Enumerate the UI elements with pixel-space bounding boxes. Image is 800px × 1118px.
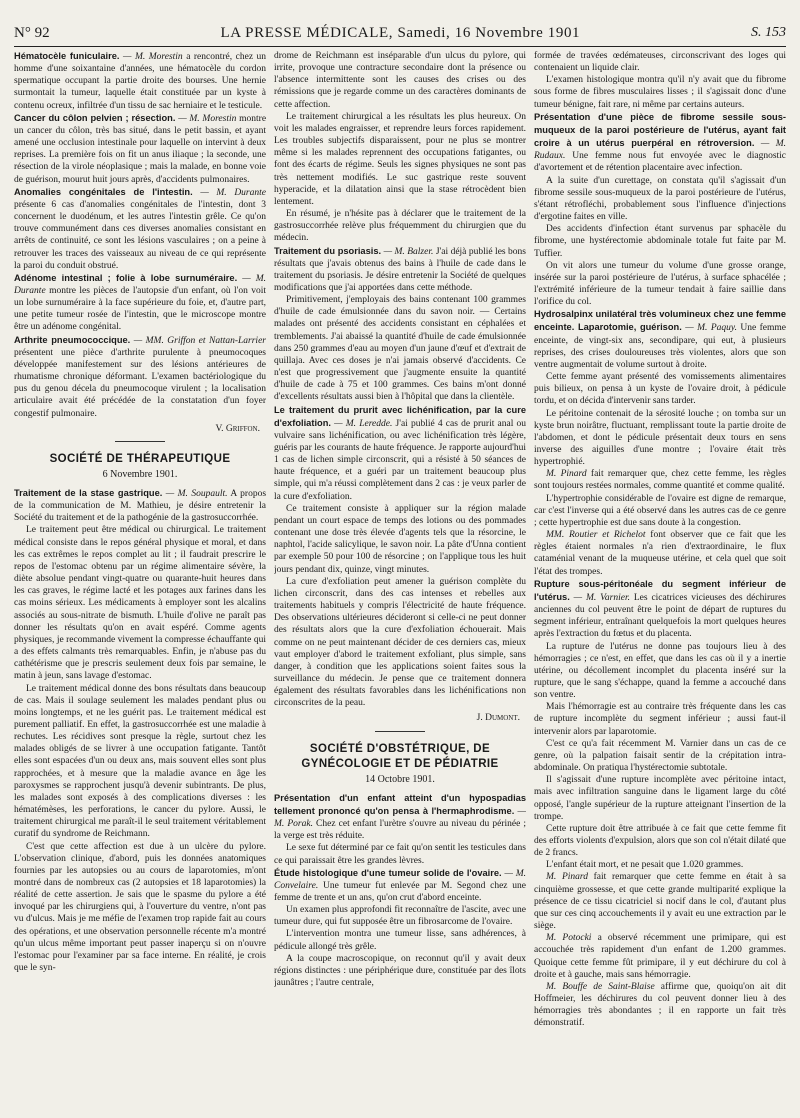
article-author: — M. Durante (200, 187, 266, 198)
article-text: présentent une pièce d'arthrite purulente à pneumocoques développée manifestement sur des lésions antérieures de rhumatisme chronique déformant. L'examen bactériologique du pus du genou décela du pneumocoque virulent ; la localisation articulaire avait été précédée de la constatation d'un foyer congestif pulmonaire. (14, 347, 266, 419)
article-title: Cancer du côlon pelvien ; résection. (14, 112, 176, 123)
speaker-name: M. Bouffe de Saint-Blaise (546, 981, 655, 992)
section-title: SOCIÉTÉ D'OBSTÉTRIQUE, DE GYNÉCOLOGIE ET DE PÉDIATRIE (301, 742, 499, 770)
article-text: Une femme nous fut envoyée avec le diagnostic d'avortement et de rétention placentaire avec infection. (534, 151, 786, 174)
article-text: A propos de la communication de M. Mathieu, je désire entretenir la Société du traitement et de la pathogénie de la gastrosuccorrhée. (14, 489, 266, 524)
article-text: Les cicatrices vicieuses des déchirures anciennes du col peuvent être le point de départ de ruptures du segment inférieur, entraînant quelquefois la mort quelques heures après l'extraction du fœtus et du placenta. (534, 592, 786, 640)
article-author: — M. Rudaux. (534, 139, 786, 162)
paragraph-text: affirme que, quoiqu'on ait dit Hoffmeier, les déchirures du col peuvent donner lieu à des hémorragies très abondantes ; il en rapporte un fait très démonstratif. (534, 981, 786, 1029)
article (14, 487, 266, 524)
article (274, 792, 526, 843)
article (274, 404, 526, 503)
paragraph: L'examen histologique montra qu'il n'y avait que du fibrome sous forme de fibres musculaires lisses ; il s'agissait donc d'une tumeur bénigne, fait rare, ni même par certains auteurs. (534, 75, 786, 110)
article-title: Rupture sous-péritonéale du segment inférieur de l'utérus. (534, 578, 786, 602)
article-author: — M. Convelaire. (274, 868, 526, 891)
paragraph: Ce traitement consiste à appliquer sur la région malade pendant un court espace de temps des lotions ou des pommades contenant une dose très élevée d'agents tels que la résorcine, le naphtol, l'acide salicylique, le savon noir. La pâte d'Unna contient par exemple 50 pour 100 de résorcine ; on l'applique tous les huit jours pendant dix, quinze, vingt minutes. (274, 503, 526, 575)
paragraph: Le péritoine contenait de la sérosité louche ; on tomba sur un kyste brun noirâtre, fluctuant, remplissant toute la partie droite de l'abdomen, et dont le pédicule présentait deux tours en sens inverse des aiguilles d'une montre ; l'ovaire était très hypertrophié. (534, 408, 786, 468)
article-text: Une femme enceinte, de vingt-six ans, secondipare, qui eut, à plusieurs reprises, des crises douloureuses très violentes, alors que son ventre augmentait de volume surtout à droite. (534, 323, 786, 370)
article-author: — MM. Griffon et Nattan-Larrier (133, 335, 266, 346)
issue-number: N° 92 (14, 24, 50, 41)
paragraph-text: fait remarquer que, chez cette femme, les règles sont toujours restées normales, comme quantité et comme qualité. (534, 469, 786, 492)
columns (14, 50, 786, 1112)
article (534, 111, 786, 175)
section-date: 6 Novembre 1901. (102, 468, 178, 480)
article-title: Traitement du psoriasis. (274, 245, 382, 256)
article-text: J'ai publié 4 cas de prurit anal ou vulvaire sans lichénification, ou avec lichénification très légère, guéris par les courants de haute fréquence. Je rapporte aujourd'hui 1 cas de lichen simple circonscrit, qui a résisté à 50 séances de haute fréquence, et a guéri par un traitement beaucoup plus simple, qui m'a réussi complètement dans 2 cas : je veux parler de la cure d'exfoliation. (274, 418, 526, 502)
article-text: J'ai déjà publié les bons résultats que j'avais obtenus des bains à l'huile de cade dans le traitement du psoriasis. Je désire entretenir la Société de quelques modifications que j'ai apportées dans cette méthode. (274, 246, 526, 293)
section-date: 14 Octobre 1901. (365, 773, 435, 785)
paragraph: Mais l'hémorragie est au contraire très fréquente dans les cas de rupture incomplète du segment inférieur ; aussi faut-il intervenir alors par laparotomie. (534, 702, 786, 737)
section-title: SOCIÉTÉ DE THÉRAPEUTIQUE (49, 452, 231, 465)
article (534, 578, 786, 641)
article-author: — M. Morestin (123, 52, 183, 62)
article-author: — M. Porak. (274, 806, 526, 830)
article (14, 186, 266, 272)
article-author: — M. Soupault. (165, 489, 228, 499)
article-title: Traitement de la stase gastrique. (14, 488, 163, 498)
separator-rule (375, 731, 425, 732)
article (274, 867, 526, 904)
paragraph: On vit alors une tumeur du volume d'une grosse orange, insérée sur la paroi postérieure de l'utérus, à surface sphacélée ; l'extrémité inférieure de la tumeur tendait à faire saillie dans l'orifice du col. (534, 260, 786, 308)
paragraph: formée de travées œdémateuses, circonscrivant des loges qui contenaient un liquide clair. (534, 51, 786, 74)
article-text: a rencontré, chez un homme d'une soixantaine d'années, une hématocèle du cordon spermatique occupant la partie droite des bourses. Une hernie surmontait la tumeur, laquelle était constituée par un kyste à contenu ocreux, infiltrée d'un tissu de sac herniaire et le testicule. (14, 52, 266, 111)
article-text: Une tumeur fut enlevée par M. Segond chez une femme de trente et un ans, qu'on crut d'abord enceinte. (274, 880, 526, 903)
article-title: Étude histologique d'une tumeur solide de l'ovaire. (274, 867, 502, 878)
paragraph: Il s'agissait d'une rupture incomplète avec péritoine intact, mais avec infiltration sanguine dans le ligament large du côté opposé, l'angle supérieur de la rupture atteignant l'insertion de la trompe. (534, 775, 786, 822)
paragraph: Le traitement chirurgical a les résultats les plus heureux. On voit les malades engraisser, et reprendre leurs forces rapidement. Les troubles subjectifs disparaissent, pour ne plus se montrer même si les malades reprennent des occupations fatigantes, ou font des écarts de régime. Seuls les signes physiques ne sont pas très nettement modifiés. Le suc gastrique reste souvent hyperacide, et la dilatation ainsi que la stase rétrocèdent bien lentement. (274, 111, 526, 207)
paragraph (534, 981, 786, 1030)
paragraph: drome de Reichmann est inséparable d'un ulcus du pylore, qui irrite, provoque une contracture secondaire dont la présence ou l'absence intermittente sont les causes des crises ou des rémissions que je regarde comme un des caractères dominants de cette affection. (274, 51, 526, 110)
paragraph: Primitivement, j'employais des bains contenant 100 grammes d'huile de cade émulsionnée dans du savon noir. — Certains malades ont présenté des accidents consistant en céphalées et tremblements. J'ai abaissé la quantité d'huile de cade émulsionnée dans 250 grammes d'eau au moyen d'un jaune d'œuf et d'extrait de quillaja. Avec ces doses je n'ai jamais observé d'accidents. Ce n'est que progressivement que j'augmente ensuite la quantité d'huile de cade à 75 et 100 grammes. Ces bains m'ont donné d'excellents résultats aussi bien à l'hôpital que dans la clientèle. (274, 295, 526, 403)
paragraph: La cure d'exfoliation peut amener la guérison complète du lichen circonscrit, dans des cas intenses et rebelles aux traitements habituels y compris l'électricité de haute fréquence. Des observations ultérieures décideront si celle-ci ne peut donner des résultats alors que la cure d'exfoliation échouerait. Mais comme on ne peut maintenant décider de ces derniers cas, mieux vaut employer d'abord le traitement exfoliant, plus simple, sans danger, à condition que les applications soient faites sous la surveillance du médecin. Je pense que ce traitement donnera également des résultats favorables dans les lichénifications non circonscrites de la peau. (274, 576, 526, 709)
article-text: montre les pièces de l'autopsie d'un enfant, où l'on voit un lobe surnuméraire à la face supérieure du foie, et, d'autre part, une petite tumeur rosée de l'intestin, que le microscope montre être un adénome congénital. (14, 285, 266, 333)
signature: V. Griffon. (215, 423, 260, 434)
page-number: S. 153 (751, 25, 786, 40)
article-text: Chez cet enfant l'urètre s'ouvre au niveau du périnée ; la verge est très réduite. (274, 819, 526, 842)
column-1 (14, 50, 266, 1112)
paragraph: En résumé, je n'hésite pas à déclarer que le traitement de la gastrosuccorrhée relève plus fréquemment du chirurgien que du médecin. (274, 209, 526, 244)
paragraph: Le traitement peut être médical ou chirurgical. Le traitement médical consiste dans le repos général physique et moral, et dans les cas extrêmes le repos complet au lit ; il faudrait prescrire le repos de l'estomac obtenu par un régime alimentaire sévère, la diète absolue pendant vingt-quatre ou quarante-huit heures dans les cas graves, le régime lacté et les potages aux farines dans les cas moins sérieux. Les médicaments à employer sont les alcalins associés au sous-nitrate de bismuth. L'huile d'olive ne paraît pas donner les résultats qu'on en avait espéré. Comme agents physiques, je recommande vivement la compresse échauffante qui a des effets calmants très remarquables. Enfin, je n'abuse pas du cathétérisme que je prescris seulement deux fois par semaine, le matin à jeun, sans lavage d'estomac. (14, 525, 266, 682)
paragraph: Cette rupture doit être attribuée à ce fait que cette femme fit des efforts violents d'expulsion, alors que son col n'était dilaté que de 2 francs. (534, 823, 786, 859)
paragraph: L'enfant était mort, et ne pesait que 1.020 grammes. (546, 860, 744, 871)
paragraph (534, 529, 786, 578)
column-3 (534, 50, 786, 1112)
paragraph (534, 871, 786, 932)
speaker-name: M. Potocki (546, 933, 592, 944)
speaker-name: M. Pinard (546, 872, 588, 883)
article-author: — M. Paquy. (685, 323, 737, 334)
journal-title: LA PRESSE MÉDICALE, Samedi, 16 Novembre 1901 (220, 24, 581, 41)
signature: J. Dumont. (476, 713, 520, 724)
article-title: Présentation d'une pièce de fibrome sessile sous-muqueux de la paroi postérieure de l'utérus, ayant fait croire à un utérus puerpéral en rétroversion. (534, 111, 786, 149)
article (274, 245, 526, 295)
paragraph (534, 468, 786, 492)
speaker-name: M. Pinard (546, 469, 587, 480)
article (14, 272, 266, 334)
paragraph: Cette femme ayant présenté des vomissements alimentaires puis bilieux, on pensa à un kyste de l'ovaire droit, à pédicule tordu, et on décida d'intervenir sans tarder. (534, 372, 786, 407)
article-title: Présentation d'un enfant atteint d'un hypospadias tellement prononcé qu'on pensa à l'hermaphrodisme. (274, 792, 526, 816)
paragraph: C'est que cette affection est due à un ulcère du pylore. L'observation clinique, d'abord, puis les données anatomiques fournies par les autopsies ou au cours de laparotomies, m'ont montré dans de nombreux cas (2 autopsies et 18 laparotomies) la réalité de cette assertion. Je sais que le spasme du pylore a été invoqué par les chirurgiens qui, à l'ouverture du ventre, n'ont pas vu d'ulcus. Mais je me méfie de l'examen trop rapide fait au cours des opérations, et une observation personnelle récente m'a montré qu'un ulcus même important peut passer inaperçu si on n'ouvre l'estomac pour l'examiner par sa face interne. En réalité, je crois que le syn- (14, 841, 266, 974)
article (14, 112, 266, 186)
paragraph: Le traitement médical donne des bons résultats dans beaucoup de cas. Mais il soulage seulement les malades pendant plus ou moins longtemps, et ne les guérit pas. Le traitement médical est purement palliatif. En effet, la gastrosuccorrhée est une maladie à rechutes. Les récidives sont presque la règle, surtout chez les malades obligés de se livrer à une occupation fatigante. Tantôt elles sont espacées d'un ou deux ans, mais souvent elles sont plus rapprochées, et à mesure que la maladie avance en âge les paroxysmes se rapprochent jusqu'à devenir subintrants. De plus, les malades sont exposés à des complications diverses : les hématémèses, les perforations, le cancer du pylore. Aussi, le traitement chirurgical me paraît-il le seul traitement véritablement curatif du syndrome de Reichmann. (14, 683, 266, 840)
separator-rule (115, 441, 165, 442)
paragraph (534, 932, 786, 981)
paragraph: A la suite d'un curettage, on constata qu'il s'agissait d'un fibrome sessile sous-muqueux de la paroi postérieure de l'utérus, s'étant rétrofléchi, probablement sous l'influence d'injections d'ergotine faites en ville. (534, 175, 786, 223)
article-author: — M. Morestin (178, 113, 237, 124)
article-text: présente 6 cas d'anomalies congénitales de l'intestin, dont 3 concernent le duodénum, et les autres l'intestin grêle. Ce qu'on trouve communément dans ces diverses anomalies consistant en arrêts de continuité, ce sont les lésions vasculaires ; on a peine à retrouver les traces des vaisseaux au niveau de ce qui représente la paroi du conduit obstrué. (14, 199, 266, 271)
article-title: Hydrosalpinx unilatéral très volumineux chez une femme enceinte. Laparotomie, guérison. (534, 309, 786, 333)
header-rule (14, 46, 786, 47)
article-author: — M. Leredde. (334, 418, 393, 429)
paragraph-text: font observer que ce fait que les règles étaient normales n'a rien d'extraordinaire, le flux cataménial venant de la muqueuse utérine, et cela quel que soit l'état des trompes. (534, 530, 786, 577)
masthead (14, 22, 786, 44)
column-2 (274, 50, 526, 1112)
article-title: Anomalies congénitales de l'intestin. (14, 186, 193, 197)
paragraph-text: a observé récemment une primipare, qui est accouchée très rapidement d'un enfant de 1.200 grammes. Quoique cette femme fût primipare, il y eut déchirure du col à droite et à gauche, mais sans hémorragie. (534, 933, 786, 980)
paragraph: Des accidents d'infection étant survenus par sphacèle du fibrome, une hystérectomie abdominale totale fut faite par M. Tuffier. (534, 224, 786, 259)
speaker-name: MM. Routier et Richelot (546, 530, 646, 541)
article-title: Le traitement du prurit avec lichénification, par la cure d'exfoliation. (274, 404, 526, 428)
paragraph: C'est ce qu'a fait récemment M. Varnier dans un cas de ce genre, où la palpation faisait sentir de la crépitation intra-abdominale. On pratiqua l'hystérectomie subtotale. (534, 738, 786, 774)
paragraph: Un examen plus approfondi fit reconnaître de l'ascite, avec une tumeur dure, qui fut supposée être un fibrosarcome de l'ovaire. (274, 905, 526, 928)
article (14, 334, 266, 420)
paragraph: L'hypertrophie considérable de l'ovaire est digne de remarque, car c'est l'inverse qui a été observé dans les autres cas de ce genre ; cette hypertrophie est due sans doute à la congestion. (534, 493, 786, 528)
paragraph: Le sexe fut déterminé par ce fait qu'on sentit les testicules dans ce qui paraissait être les grandes lèvres. (274, 843, 526, 866)
paragraph: La rupture de l'utérus ne donne pas toujours lieu à des hémorragies ; ce n'est, en effet, que dans les cas où il y a inertie utérine, ou décollement incomplet du placenta inséré sur la rupture, que le sang s'échappe, quand la femme a accouché dans son ventre. (534, 641, 786, 701)
article-title: Arthrite pneumococcique. (14, 334, 131, 345)
article-title: Hématocèle funiculaire. (14, 51, 120, 61)
article-author: — M. Varnier. (573, 592, 630, 603)
paragraph-text: fait remarquer que cette femme en était à sa cinquième grossesse, et que cette grande multiparité explique la présence de ce tissu cicatriciel si nocif dans le col, d'autant plus que sur ces cinq accouchements il y avait eu une extraction par le siège. (534, 872, 786, 932)
article-text: montre un cancer du côlon, très bas situé, dans le petit bassin, et ayant amené une occlusion intestinale pour laquelle on intervint à deux reprises. La première fois on fit un anus iliaque ; la seconde, une résection de la virole néoplasique ; mais la malade, en bonne voie de guérison, mourut huit jours après, d'accidents pulmonaires. (14, 113, 266, 185)
article-title: Adénome intestinal ; folie à lobe surnuméraire. (14, 272, 238, 283)
paragraph: L'intervention montra une tumeur lisse, sans adhérences, à pédicule allongé très grêle. (274, 929, 526, 952)
article (14, 50, 266, 112)
article (534, 308, 786, 371)
paragraph: A la coupe macroscopique, on reconnut qu'il y avait deux régions distinctes : une périphérique dure, constituée par des îlots jaunâtres ; l'autre centrale, (274, 953, 526, 989)
article-author: — M. Balzer. (383, 246, 434, 257)
article-author: — M. Durante (14, 273, 266, 296)
